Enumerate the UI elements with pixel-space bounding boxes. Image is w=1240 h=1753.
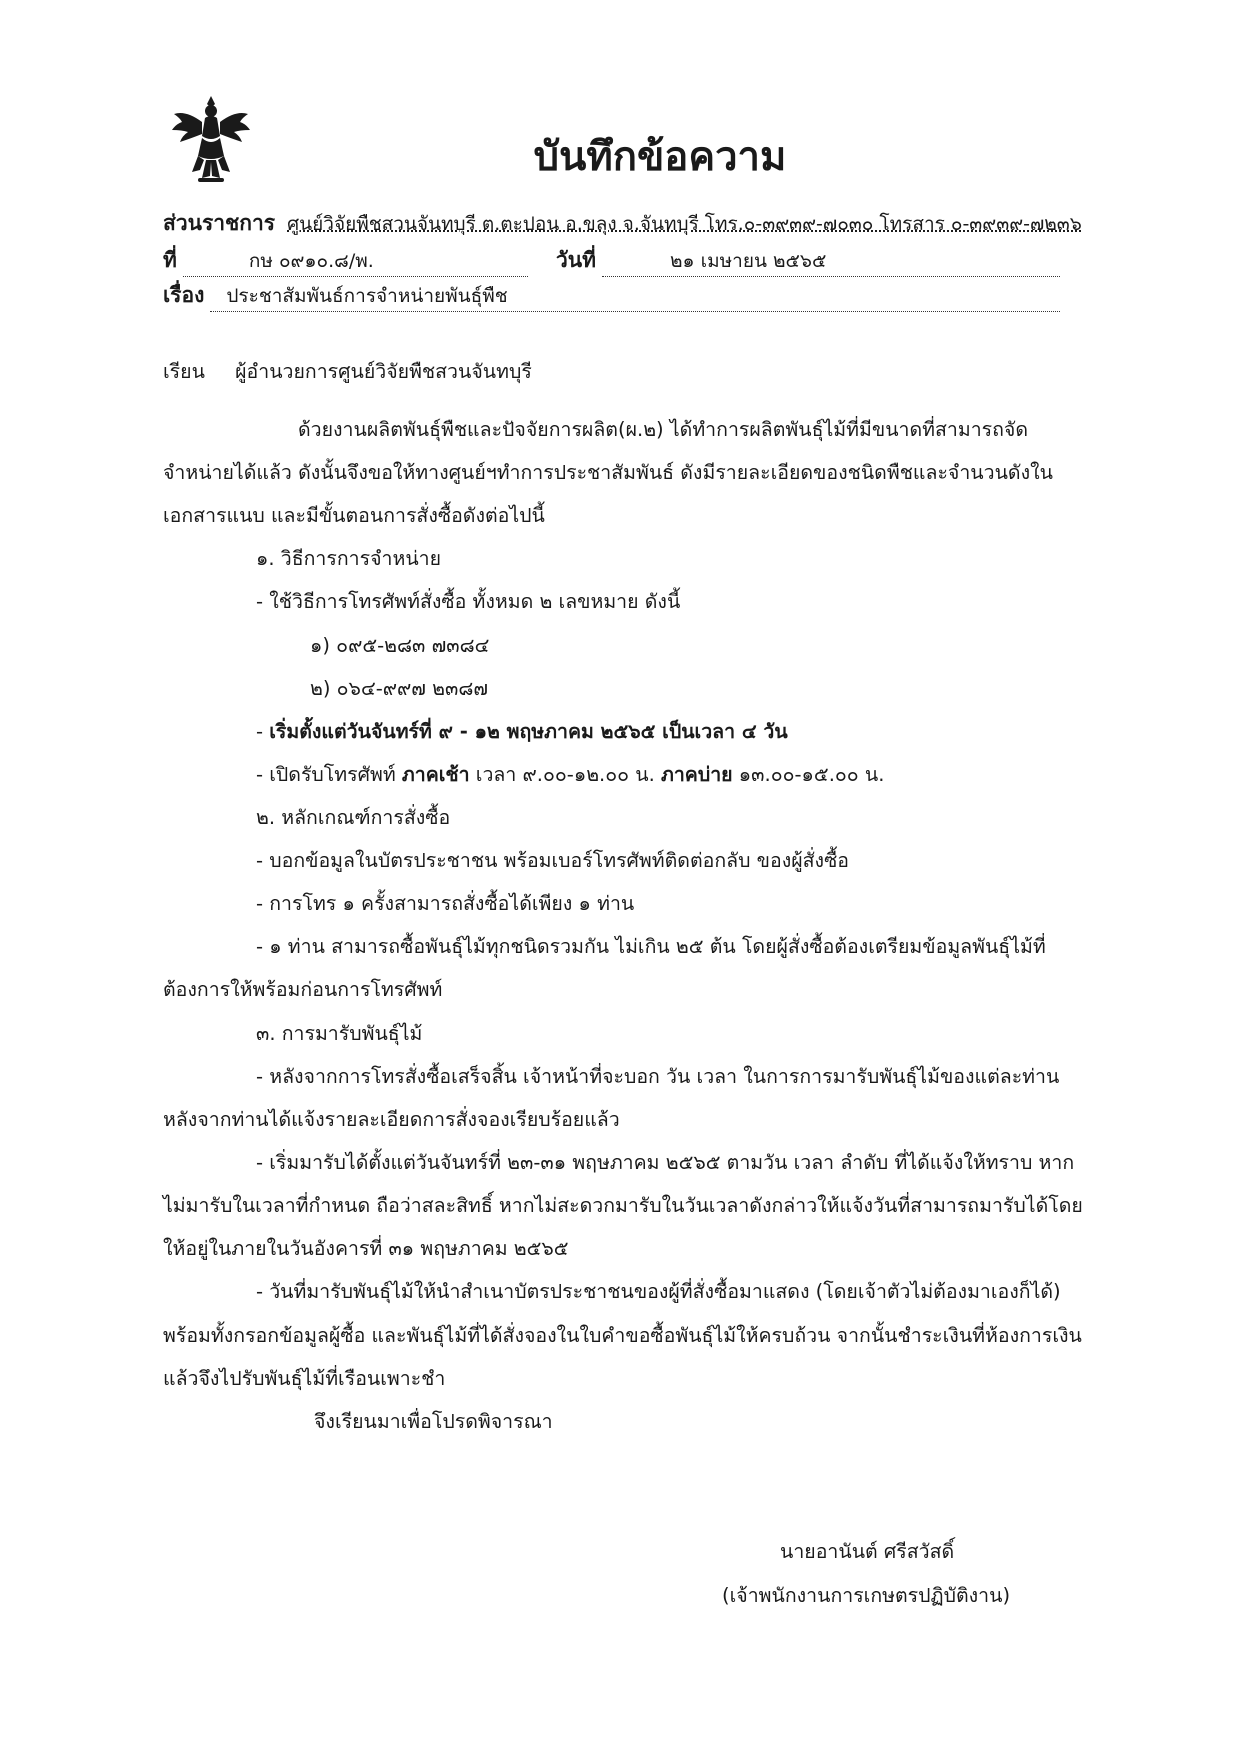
subject-label: เรื่อง <box>163 283 205 307</box>
subject-value: ประชาสัมพันธ์การจำหน่ายพันธุ์พืช <box>210 281 1060 312</box>
section-3-item-b-line-3: ให้อยู่ในภายในวันอังคารที่ ๓๑ พฤษภาคม ๒๕๖๕ <box>163 1237 569 1260</box>
section-2-item-c-line-1: - ๑ ท่าน สามารถซื้อพันธุ์ไม้ทุกชนิดรวมกัน ไม่เกิน ๒๕ ต้น โดยผู้สั่งซื้อต้องเตรียมข้อมูลพันธุ์ไม้ที่ <box>256 935 1046 958</box>
section-1-item-a: - ใช้วิธีการโทรศัพท์สั่งซื้อ ทั้งหมด ๒ เลขหมาย ดังนี้ <box>256 590 681 613</box>
phone-hours-prefix: - เปิดรับโทรศัพท์ <box>256 763 402 786</box>
morning-hours: เวลา ๙.๐๐-๑๒.๐๐ น. <box>469 763 661 786</box>
signatory-name: นายอานันต์ ศรีสวัสดิ์ <box>780 1540 955 1563</box>
section-2-item-b: - การโทร ๑ ครั้งสามารถสั่งซื้อได้เพียง ๑ ท่าน <box>256 892 635 915</box>
section-3-item-c-line-1: - วันที่มารับพันธุ์ไม้ให้นำสำเนาบัตรประชาชนของผู้ที่สั่งซื้อมาแสดง (โดยเจ้าตัวไม่ต้องมาเองก็ได้) <box>256 1280 1061 1303</box>
section-3-item-a-line-1: - หลังจากการโทรสั่งซื้อเสร็จสิ้น เจ้าหน้าที่จะบอก วัน เวลา ในการการมารับพันธุ์ไม้ของแต่ละท่าน <box>256 1065 1060 1088</box>
order-period: เริ่มตั้งแต่วันจันทร์ที่ ๙ - ๑๒ พฤษภาคม ๒๕๖๕ เป็นเวลา ๔ วัน <box>269 720 788 743</box>
afternoon-label: ภาคบ่าย <box>661 763 733 786</box>
section-2-item-a: - บอกข้อมูลในบัตรประชาชน พร้อมเบอร์โทรศัพท์ติดต่อกลับ ของผู้สั่งซื้อ <box>256 849 850 872</box>
agency-label: ส่วนราชการ <box>163 211 276 235</box>
ref-value: กษ ๐๙๑๐.๘/พ. <box>183 246 528 277</box>
morning-label: ภาคเช้า <box>401 763 470 786</box>
closing-line: จึงเรียนมาเพื่อโปรดพิจารณา <box>314 1410 553 1433</box>
section-3-item-c-line-3: แล้วจึงไปรับพันธุ์ไม้ที่เรือนเพาะชำ <box>163 1367 446 1390</box>
afternoon-hours: ๑๓.๐๐-๑๕.๐๐ น. <box>732 763 885 786</box>
phone-number-1: ๑) ๐๙๕-๒๘๓ ๗๓๘๔ <box>310 634 490 657</box>
section-1-item-b <box>256 716 788 747</box>
salutation-recipient: ผู้อำนวยการศูนย์วิจัยพืชสวนจันทบุรี <box>235 360 532 383</box>
agency-value: ศูนย์วิจัยพืชสวนจันทบุรี ต.ตะปอน อ.ขลุง จ.จันทบุรี โทร.๐-๓๙๓๙-๗๐๓๐ โทรสาร ๐-๓๙๓๙-๗๒๓๖ <box>287 213 1082 235</box>
document-title: บันทึกข้อความ <box>533 134 787 180</box>
section-3-item-b-line-2: ไม่มารับในเวลาที่กำหนด ถือว่าสละสิทธิ์ หากไม่สะดวกมารับในวันเวลาดังกล่าวให้แจ้งวันที่สามารถมารับได้โดย <box>163 1194 1083 1217</box>
intro-line-2: จำหน่ายได้แล้ว ดังนั้นจึงขอให้ทางศูนย์ฯทำการประชาสัมพันธ์ ดังมีรายละเอียดของชนิดพืชและจำนวนดังใน <box>163 461 1053 484</box>
section-1-title: ๑. วิธีการการจำหน่าย <box>256 547 442 570</box>
ref-label: ที่ <box>163 248 177 272</box>
section-3-title: ๓. การมารับพันธุ์ไม้ <box>256 1022 423 1045</box>
section-1-item-c <box>256 759 884 790</box>
salutation-label: เรียน <box>163 360 205 383</box>
phone-number-2: ๒) ๐๖๔-๙๙๗ ๒๓๘๗ <box>310 677 489 700</box>
agency-row <box>163 207 1082 240</box>
section-2-item-c-line-2: ต้องการให้พร้อมก่อนการโทรศัพท์ <box>163 978 443 1001</box>
section-3-item-b-line-1: - เริ่มมารับได้ตั้งแต่วันจันทร์ที่ ๒๓-๓๑ พฤษภาคม ๒๕๖๕ ตามวัน เวลา ลำดับ ที่ได้แจ้งให้ทราบ หาก <box>256 1151 1075 1174</box>
intro-line-1: ด้วยงานผลิตพันธุ์พืชและปัจจัยการผลิต(ผ.๒) ได้ทำการผลิตพันธุ์ไม้ที่มีขนาดที่สามารถจัด <box>298 418 1029 441</box>
date-label: วันที่ <box>555 248 596 272</box>
salutation <box>163 356 532 387</box>
section-2-title: ๒. หลักเกณฑ์การสั่งซื้อ <box>256 806 451 829</box>
section-3-item-c-line-2: พร้อมทั้งกรอกข้อมูลผู้ซื้อ และพันธุ์ไม้ที่ได้สั่งจองในใบคำขอซื้อพันธุ์ไม้ให้ครบถ้วน จากนั้นชำระเงินที่ห้องการเงิน <box>163 1324 1082 1347</box>
intro-line-3: เอกสารแนบ และมีขั้นตอนการสั่งซื้อดังต่อไปนี้ <box>163 504 545 527</box>
item-b-dash: - <box>256 720 270 743</box>
subject-row <box>163 279 1060 312</box>
reference-row <box>163 244 1060 277</box>
signatory-position: (เจ้าพนักงานการเกษตรปฏิบัติงาน) <box>722 1584 1011 1607</box>
section-3-item-a-line-2: หลังจากท่านได้แจ้งรายละเอียดการสั่งจองเรียบร้อยแล้ว <box>163 1108 620 1131</box>
date-value: ๒๑ เมษายน ๒๕๖๕ <box>602 246 1060 277</box>
